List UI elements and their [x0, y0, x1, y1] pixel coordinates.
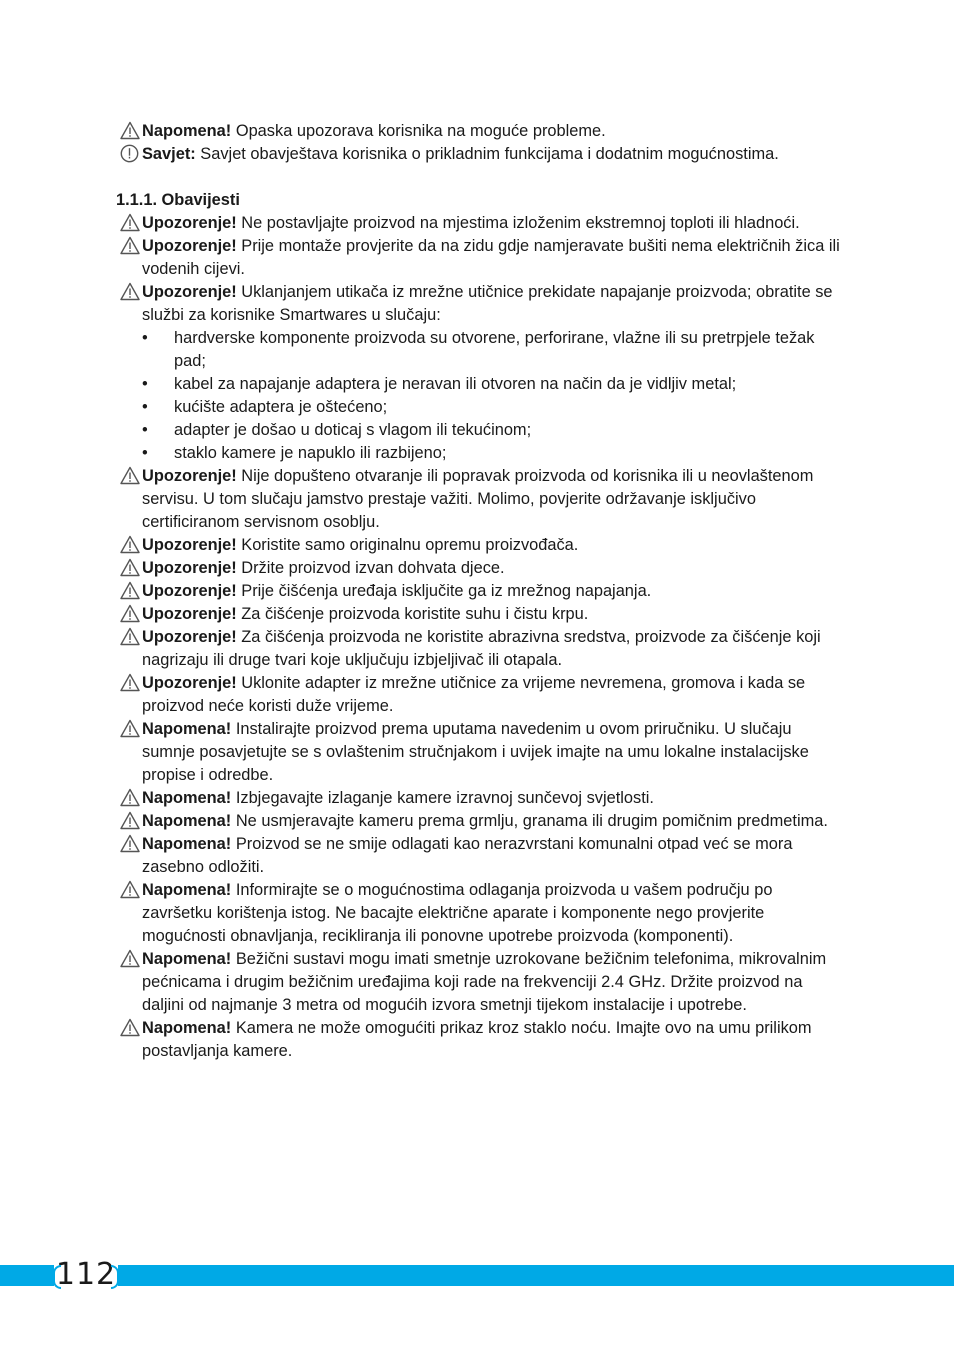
notice-text: Koristite samo originalnu opremu proizvođača. [236, 536, 579, 554]
warning-icon [120, 719, 140, 738]
note-label: Napomena! [142, 122, 232, 140]
bullet-list [120, 327, 842, 465]
tip-label: Savjet: [142, 145, 196, 163]
warning-icon [120, 627, 140, 646]
warning-icon [120, 811, 140, 830]
notice-text: Držite proizvod izvan dohvata djece. [236, 559, 505, 577]
notice-text: Nije dopušteno otvaranje ili popravak proizvoda od korisnika ili u neovlaštenom servisu. U tom slučaju jamstvo prestaje važiti. Molimo, povjerite održavanje isključivo certificiranom servisnom osoblju. [142, 467, 814, 531]
notice-label: Upozorenje! [142, 536, 237, 554]
warning-icon [120, 558, 140, 577]
notice-item [120, 948, 842, 1017]
notice-item [120, 557, 842, 580]
notice-text: Za čišćenje proizvoda koristite suhu i čistu krpu. [236, 605, 589, 623]
notice-item [120, 833, 842, 879]
warning-icon [120, 949, 140, 968]
bullet-symbol: • [142, 329, 148, 347]
bullet-text: adapter je došao u doticaj s vlagom ili tekućinom; [174, 421, 532, 439]
notice-label: Napomena! [142, 789, 232, 807]
warning-icon [120, 788, 140, 807]
warning-icon [120, 213, 140, 232]
bullet-item [142, 419, 842, 442]
notice-item [120, 787, 842, 810]
notice-item [120, 1017, 842, 1063]
bullet-item [142, 442, 842, 465]
notice-item [120, 235, 842, 281]
notice-item [120, 212, 842, 235]
notice-text: Kamera ne može omogućiti prikaz kroz staklo noću. Imajte ovo na umu prilikom postavljanja kamere. [142, 1019, 812, 1060]
warning-icon [120, 466, 140, 485]
notice-item [120, 879, 842, 948]
notice-text: Prije čišćenja uređaja isključite ga iz mrežnog napajanja. [236, 582, 652, 600]
notice-text: Izbjegavajte izlaganje kamere izravnoj sunčevoj svjetlosti. [231, 789, 654, 807]
notice-list [120, 212, 842, 327]
warning-icon [120, 1018, 140, 1037]
warning-icon [120, 121, 140, 140]
notice-text: Uklonite adapter iz mrežne utičnice za vrijeme nevremena, gromova i kada se proizvod neće koristi duže vrijeme. [142, 674, 806, 715]
notice-text: Proizvod se ne smije odlagati kao nerazvrstani komunalni otpad već se mora zasebno odložiti. [142, 835, 793, 876]
notice-label: Napomena! [142, 950, 232, 968]
notice-label: Upozorenje! [142, 605, 237, 623]
notice-item [120, 534, 842, 557]
notice-text: Informirajte se o mogućnostima odlaganja proizvoda u vašem području po završetku korištenja istog. Ne bacajte električne aparate i komponente nego provjerite mogućnosti obnavljanja, recikliranja ili ponovne upotrebe proizvoda (komponenti). [142, 881, 773, 945]
bullet-text: kućište adaptera je oštećeno; [174, 398, 388, 416]
notice-label: Upozorenje! [142, 674, 237, 692]
notice-list-2 [120, 465, 842, 1063]
notice-text: Prije montaže provjerite da na zidu gdje namjeravate bušiti nema električnih žica ili vodenih cijevi. [142, 237, 840, 278]
page-number: 112 [55, 1257, 117, 1292]
warning-icon [120, 604, 140, 623]
notice-label: Upozorenje! [142, 467, 237, 485]
footer-bar [0, 1265, 954, 1286]
intro-block [120, 120, 842, 166]
notice-label: Napomena! [142, 1019, 232, 1037]
notice-label: Upozorenje! [142, 237, 237, 255]
warning-icon [120, 880, 140, 899]
notice-text: Uklanjanjem utikača iz mrežne utičnice prekidate napajanje proizvoda; obratite se službi za korisnike Smartwares u slučaju: [142, 283, 833, 324]
notice-item [120, 465, 842, 534]
notice-label: Upozorenje! [142, 214, 237, 232]
notice-text: Bežični sustavi mogu imati smetnje uzrokovane bežičnim telefonima, mikrovalnim pećnicama i drugim bežičnim uređajima koji rade na frekvenciji 2.4 GHz. Držite proizvod na daljini od najmanje 3 metra od mogućih izvora smetnji tijekom instalacije i upotrebe. [142, 950, 827, 1014]
notice-label: Upozorenje! [142, 582, 237, 600]
notice-item [120, 580, 842, 603]
notice-label: Upozorenje! [142, 628, 237, 646]
bullet-item [142, 396, 842, 419]
notice-text: Ne postavljajte proizvod na mjestima izloženim ekstremnoj toploti ili hladnoći. [236, 214, 800, 232]
notice-label: Napomena! [142, 812, 232, 830]
notice-item [120, 810, 842, 833]
bullet-symbol: • [142, 398, 148, 416]
warning-icon [120, 236, 140, 255]
notice-text: Ne usmjeravajte kameru prema grmlju, granama ili drugim pomičnim predmetima. [231, 812, 828, 830]
bullet-text: hardverske komponente proizvoda su otvorene, perforirane, vlažne ili su pretrpjele težak pad; [174, 329, 815, 370]
bullet-symbol: • [142, 444, 148, 462]
document-body [116, 120, 842, 1063]
bullet-item [142, 373, 842, 396]
warning-icon [120, 282, 140, 301]
notice-text: Za čišćenja proizvoda ne koristite abrazivna sredstva, proizvode za čišćenje koji nagrizaju ili druge tvari koje uključuju izbjeljivač ili otapala. [142, 628, 821, 669]
tip-text: Savjet obavještava korisnika o prikladnim funkcijama i dodatnim mogućnostima. [195, 145, 779, 163]
notice-label: Upozorenje! [142, 283, 237, 301]
bullet-text: kabel za napajanje adaptera je neravan ili otvoren na način da je vidljiv metal; [174, 375, 737, 393]
note-item [120, 120, 842, 143]
bullet-text: staklo kamere je napuklo ili razbijeno; [174, 444, 447, 462]
notice-text: Instalirajte proizvod prema uputama navedenim u ovom priručniku. U slučaju sumnje posavjetujte se s ovlaštenim stručnjakom i uvijek imajte na umu lokalne instalacijske propise i odredbe. [142, 720, 809, 784]
tip-item [120, 143, 842, 166]
notice-label: Napomena! [142, 835, 232, 853]
notice-item [120, 626, 842, 672]
info-icon [120, 144, 140, 163]
notice-item [120, 281, 842, 327]
notice-item [120, 718, 842, 787]
section-title: 1.1.1. Obavijesti [116, 191, 240, 209]
warning-icon [120, 673, 140, 692]
bullet-item [142, 327, 842, 373]
warning-icon [120, 834, 140, 853]
warning-icon [120, 581, 140, 600]
notice-label: Upozorenje! [142, 559, 237, 577]
notice-label: Napomena! [142, 881, 232, 899]
bullet-symbol: • [142, 375, 148, 393]
bullet-symbol: • [142, 421, 148, 439]
notice-item [120, 672, 842, 718]
note-text: Opaska upozorava korisnika na moguće probleme. [231, 122, 606, 140]
warning-icon [120, 535, 140, 554]
notice-item [120, 603, 842, 626]
notice-label: Napomena! [142, 720, 232, 738]
